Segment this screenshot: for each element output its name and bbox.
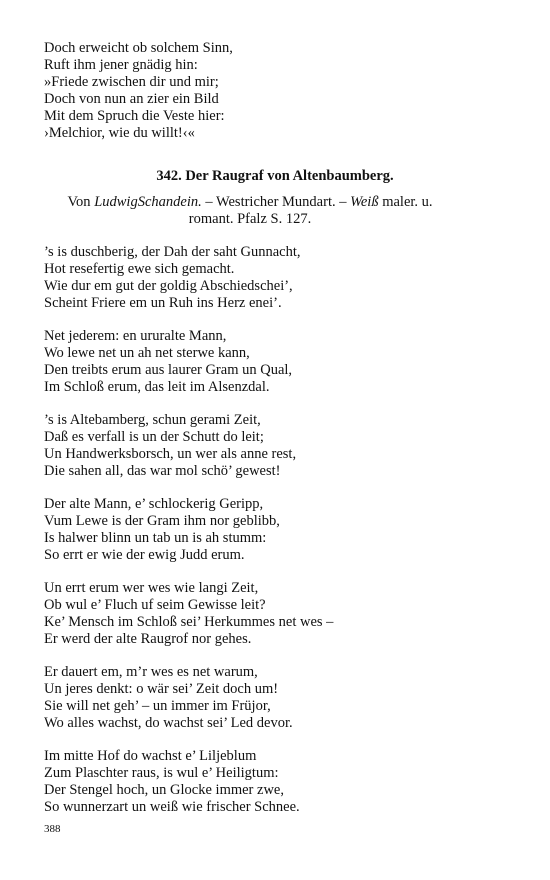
source-prefix: Von xyxy=(67,194,95,210)
verse-line: Wo lewe net un ah net sterwe kann, xyxy=(44,345,250,361)
verse-line: ’s is duschberig, der Dah der saht Gunnacht, xyxy=(44,244,301,260)
verse-line: Daß es verfall is un der Schutt do leit; xyxy=(44,429,264,445)
verse-line: Der alte Mann, e’ schlockerig Geripp, xyxy=(44,496,264,512)
poem-title: 342. Der Raugraf von Altenbaumberg. xyxy=(156,168,394,184)
verse-line: Un errt erum wer wes wie langi Zeit, xyxy=(44,580,259,596)
source-citation xyxy=(44,194,456,228)
verse-line: Die sahen all, das war mol schö’ gewest! xyxy=(44,463,281,479)
verse-line: Ruft ihm jener gnädig hin: xyxy=(44,57,198,73)
verse-line: Un Handwerksborsch, un wer als anne rest, xyxy=(44,446,297,462)
stanza-5 xyxy=(44,580,333,648)
verse-line: Er werd der alte Raugrof nor gehes. xyxy=(44,631,252,647)
verse-line: Ob wul e’ Fluch uf seim Gewisse leit? xyxy=(44,597,266,613)
stanza-top xyxy=(44,40,233,142)
verse-line: Doch erweicht ob solchem Sinn, xyxy=(44,40,233,56)
verse-line: Net jederem: en ururalte Mann, xyxy=(44,328,227,344)
stanza-4 xyxy=(44,496,280,564)
verse-line: Im mitte Hof do wachst e’ Liljeblum xyxy=(44,748,257,764)
verse-line: Doch von nun an zier ein Bild xyxy=(44,91,219,107)
verse-line: Mit dem Spruch die Veste hier: xyxy=(44,108,225,124)
stanza-1 xyxy=(44,244,301,312)
verse-line: Sie will net geh’ – un immer im Früjor, xyxy=(44,698,271,714)
source-suffix: maler. u. romant. Pfalz S. 127. xyxy=(188,194,433,227)
stanza-2 xyxy=(44,328,292,396)
page-number: 388 xyxy=(44,823,61,835)
verse-line: ’s is Altebamberg, schun gerami Zeit, xyxy=(44,412,261,428)
verse-line: Hot resefertig ewe sich gemacht. xyxy=(44,261,235,277)
stanza-7 xyxy=(44,748,300,816)
verse-line: Den treibts erum aus laurer Gram un Qual, xyxy=(44,362,293,378)
verse-line: Er dauert em, m’r wes es net warum, xyxy=(44,664,258,680)
verse-line: Is halwer blinn un tab un is ah stumm: xyxy=(44,530,267,546)
verse-line: ›Melchior, wie du willt!‹« xyxy=(44,125,195,141)
stanza-3 xyxy=(44,412,296,480)
source-author: LudwigSchandein. xyxy=(94,194,202,210)
verse-line: Zum Plaschter raus, is wul e’ Heiligtum: xyxy=(44,765,279,781)
source-middle: – Westricher Mundart. – xyxy=(201,194,351,210)
verse-line: Ke’ Mensch im Schloß sei’ Herkummes net wes – xyxy=(44,614,334,630)
source-editor: Weiß xyxy=(350,194,379,210)
verse-line: Scheint Friere em un Ruh ins Herz enei’. xyxy=(44,295,282,311)
verse-line: »Friede zwischen dir und mir; xyxy=(44,74,219,90)
verse-line: So errt er wie der ewig Judd erum. xyxy=(44,547,245,563)
verse-line: Der Stengel hoch, un Glocke immer zwe, xyxy=(44,782,284,798)
verse-line: Wo alles wachst, do wachst sei’ Led devor. xyxy=(44,715,293,731)
stanza-6 xyxy=(44,664,293,732)
verse-line: Wie dur em gut der goldig Abschiedschei’, xyxy=(44,278,293,294)
verse-line: Un jeres denkt: o wär sei’ Zeit doch um! xyxy=(44,681,279,697)
verse-line: Im Schloß erum, das leit im Alsenzdal. xyxy=(44,379,270,395)
verse-line: Vum Lewe is der Gram ihm nor geblibb, xyxy=(44,513,280,529)
verse-line: So wunnerzart un weiß wie frischer Schnee. xyxy=(44,799,300,815)
